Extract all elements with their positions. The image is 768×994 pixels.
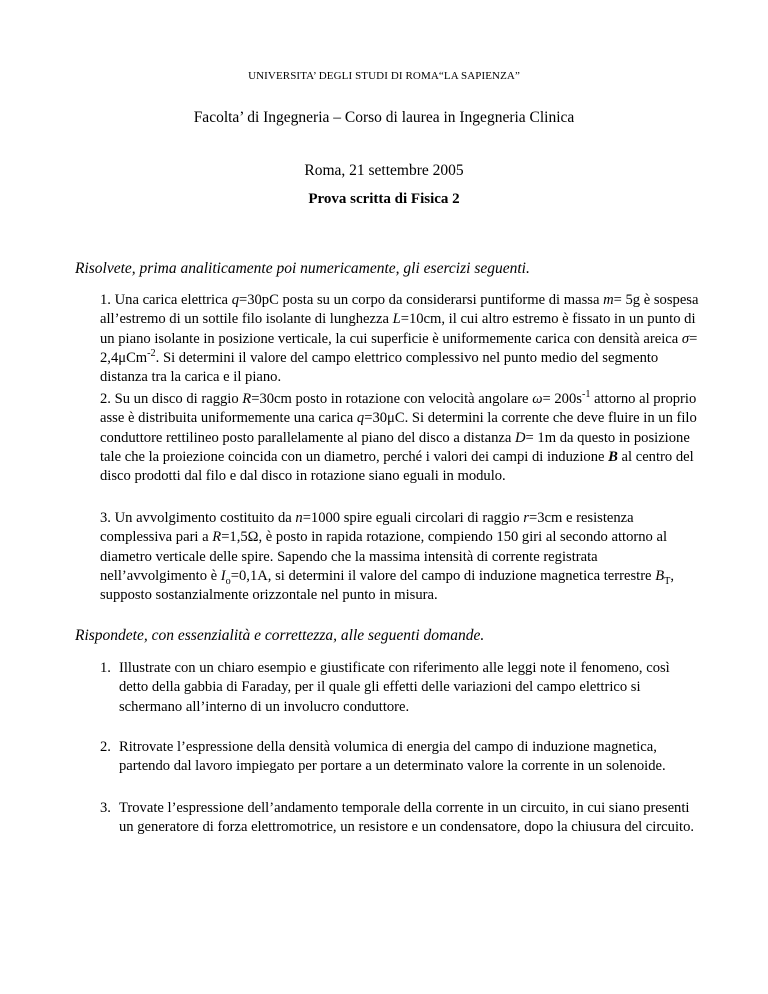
questions-heading: Rispondete, con essenzialità e correttezza, alle seguenti domande. — [75, 627, 485, 644]
question-number: 1. — [100, 660, 111, 676]
exercise-1: 1. Una carica elettrica q=30pC posta su un corpo da considerarsi puntiforme di massa m= 5g è sospesa all’estremo di un sottile filo isolante di lunghezza L=10cm, il cui altro estremo è fissato in un punto di un piano isolante in posizione verticale, la cui superficie è uniformemente carica con densità areica σ= 2,4μCm$^{-2}$. Si determini il valore del campo elettrico complessivo nel punto medio del segmento distanza tra la carica e il piano. — [100, 292, 699, 386]
question-number: 3. — [100, 800, 111, 816]
exercise-number: 1. — [100, 292, 111, 308]
exam-date: Roma, 21 settembre 2005 — [304, 162, 464, 179]
exam-title: Prova scritta di Fisica 2 — [308, 191, 460, 207]
exercise-3: 3. Un avvolgimento costituito da n=1000 spire eguali circolari di raggio r=3cm e resistenza complessiva pari a R=1,5Ω, è posto in rapida rotazione, compiendo 150 giri al secondo attorno al diametro verticale delle spire. Sapendo che la massima intensità di corrente registrata nell’avvolgimento è $I_o=0,1A$, si determini il valore del campo di induzione magnetica terrestre $B_T$, supposto sostanzialmente orizzontale nel punto in misura. — [100, 510, 675, 604]
question-text: Illustrate con un chiaro esempio e giustificate con riferimento alle leggi note il fenomeno, così detto della gabbia di Faraday, per il quale gli effetti delle variazioni del campo elettrico si schermano all’interno di un involucro conduttore. — [119, 660, 670, 715]
exercises-heading: Risolvete, prima analiticamente poi numericamente, gli esercizi seguenti. — [75, 260, 530, 277]
university-name: UNIVERSITA’ DEGLI STUDI DI ROMA“LA SAPIENZA” — [248, 70, 520, 82]
exercise-number: 2. — [100, 391, 111, 407]
exercise-number: 3. — [100, 510, 111, 526]
question-text: Trovate l’espressione dell’andamento temporale della corrente in un circuito, in cui siano presenti un generatore di forza elettromotrice, un resistore e un condensatore, dopo la chiusura del circuito. — [119, 800, 695, 836]
faculty-line: Facolta’ di Ingegneria – Corso di laurea in Ingegneria Clinica — [193, 109, 575, 126]
question-number: 2. — [100, 739, 111, 755]
exercise-2: 2. Su un disco di raggio R=30cm posto in rotazione con velocità angolare $\omega= 200s^{-1}$ attorno al proprio asse è distribuita uniformemente una carica q=30μC. Si determini la corrente che deve fluire in un filo conduttore rettilineo posto parallelamente al piano del disco a distanza D= 1m da questo in posizione tale che la proiezione coincida con un diametro, perché i valori dei campi di induzione B al centro del disco prodotti dal filo e dal disco in rotazione siano eguali in modulo. — [100, 389, 697, 485]
question-text: Ritrovate l’espressione della densità volumica di energia del campo di induzione magnetica, partendo dal lavoro impiegato per portare a un determinato valore la corrente in un solenoide. — [119, 739, 666, 775]
